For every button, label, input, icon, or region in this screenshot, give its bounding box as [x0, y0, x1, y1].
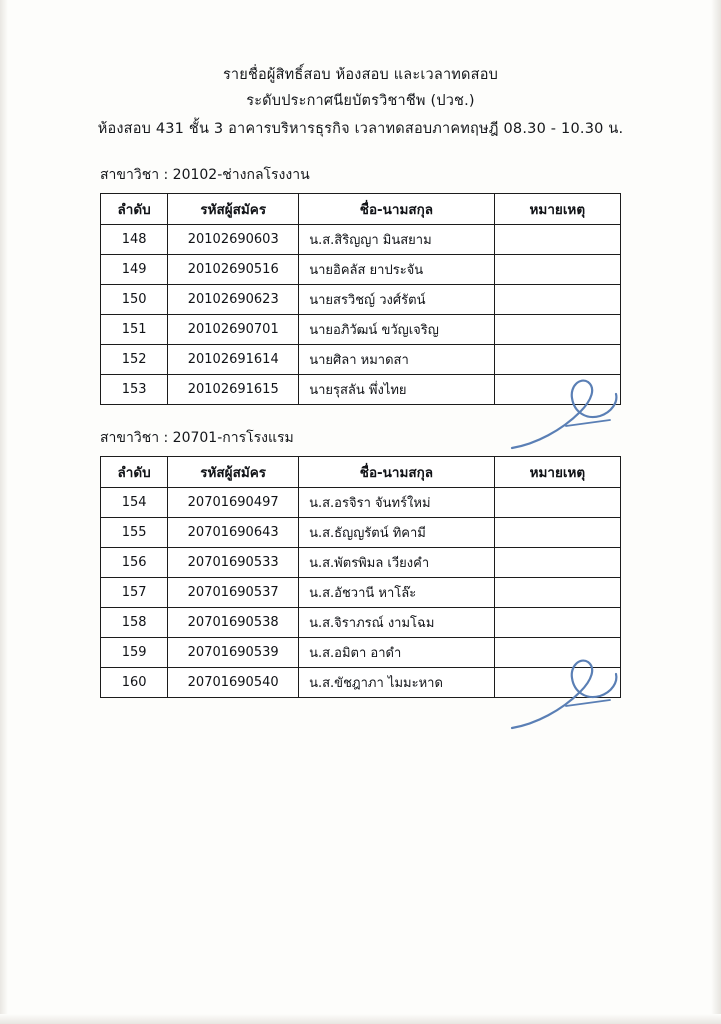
table-row [101, 285, 621, 315]
cell-no: 158 [101, 608, 168, 638]
cell-note [494, 255, 620, 285]
cell-code: 20102690516 [168, 255, 299, 285]
cell-no: 151 [101, 315, 168, 345]
column-header-name: ชื่อ-นามสกุล [299, 457, 495, 488]
cell-no: 156 [101, 548, 168, 578]
cell-code: 20701690538 [168, 608, 299, 638]
cell-note [494, 285, 620, 315]
roster-table [100, 193, 621, 405]
header-line-1: รายชื่อผู้สิทธิ์สอบ ห้องสอบ และเวลาทดสอบ [222, 67, 499, 83]
column-header-note: หมายเหตุ [494, 457, 620, 488]
cell-no: 155 [101, 518, 168, 548]
cell-code: 20102691614 [168, 345, 299, 375]
table-row [101, 255, 621, 285]
cell-note [494, 315, 620, 345]
cell-name: น.ส.พัตรพิมล เวียงคำ [299, 548, 495, 578]
section-20701 [0, 427, 721, 698]
header-line-3: ห้องสอบ 431 ชั้น 3 อาคารบริหารธุรกิจ เวลาทดสอบภาคทฤษฎี 08.30 - 10.30 น. [97, 121, 624, 137]
table-row [101, 375, 621, 405]
table-header-row [101, 194, 621, 225]
section-20102 [0, 164, 721, 405]
column-header-no: ลำดับ [101, 194, 168, 225]
cell-name: นายอิคลัส ยาประจัน [299, 255, 494, 285]
cell-note [494, 345, 620, 375]
cell-note [494, 548, 620, 578]
table-row [101, 578, 621, 608]
cell-name: น.ส.จิราภรณ์ งามโฉม [299, 608, 495, 638]
column-header-code: รหัสผู้สมัคร [168, 457, 299, 488]
table-row [101, 638, 621, 668]
cell-code: 20102690603 [168, 225, 299, 255]
cell-no: 154 [101, 488, 168, 518]
cell-note [494, 638, 620, 668]
document-header [0, 62, 721, 142]
cell-no: 159 [101, 638, 168, 668]
table-row [101, 668, 621, 698]
column-header-code: รหัสผู้สมัคร [168, 194, 299, 225]
cell-note [494, 668, 620, 698]
cell-note [494, 225, 620, 255]
cell-code: 20102690623 [168, 285, 299, 315]
cell-name: นายรุสลัน พึ่งไทย [299, 375, 494, 405]
column-header-name: ชื่อ-นามสกุล [299, 194, 494, 225]
cell-name: นายศิลา หมาดสา [299, 345, 494, 375]
cell-no: 152 [101, 345, 168, 375]
cell-code: 20701690537 [168, 578, 299, 608]
cell-code: 20701690540 [168, 668, 299, 698]
column-header-note: หมายเหตุ [494, 194, 620, 225]
cell-code: 20102691615 [168, 375, 299, 405]
cell-note [494, 518, 620, 548]
cell-name: น.ส.ธัญญรัตน์ ทิคามี [299, 518, 495, 548]
table-row [101, 548, 621, 578]
table-row [101, 345, 621, 375]
table-row [101, 225, 621, 255]
table-row [101, 488, 621, 518]
table-row [101, 518, 621, 548]
cell-no: 148 [101, 225, 168, 255]
section-title: สาขาวิชา : 20102-ช่างกลโรงงาน [100, 167, 310, 183]
cell-name: น.ส.สิริญญา มินสยาม [299, 225, 494, 255]
section-title: สาขาวิชา : 20701-การโรงแรม [100, 430, 294, 446]
cell-code: 20701690497 [168, 488, 299, 518]
cell-name: นายสรวิชญ์ วงศ์รัตน์ [299, 285, 494, 315]
cell-code: 20701690539 [168, 638, 299, 668]
cell-no: 150 [101, 285, 168, 315]
scan-edge-bottom [0, 1014, 721, 1024]
cell-name: น.ส.อรจิรา จันทร์ใหม่ [299, 488, 495, 518]
cell-name: น.ส.ขัชฎาภา ไมมะหาด [299, 668, 495, 698]
cell-name: น.ส.อัชวานี หาโล๊ะ [299, 578, 495, 608]
cell-no: 149 [101, 255, 168, 285]
cell-name: นายอภิวัฒน์ ขวัญเจริญ [299, 315, 494, 345]
cell-note [494, 608, 620, 638]
cell-note [494, 488, 620, 518]
cell-code: 20701690533 [168, 548, 299, 578]
cell-name: น.ส.อมิตา อาดำ [299, 638, 495, 668]
cell-note [494, 578, 620, 608]
table-row [101, 608, 621, 638]
cell-no: 153 [101, 375, 168, 405]
table-row [101, 315, 621, 345]
cell-no: 160 [101, 668, 168, 698]
cell-code: 20701690643 [168, 518, 299, 548]
cell-no: 157 [101, 578, 168, 608]
cell-code: 20102690701 [168, 315, 299, 345]
roster-table [100, 456, 621, 698]
column-header-no: ลำดับ [101, 457, 168, 488]
header-line-2: ระดับประกาศนียบัตรวิชาชีพ (ปวช.) [246, 93, 475, 109]
cell-note [494, 375, 620, 405]
table-header-row [101, 457, 621, 488]
